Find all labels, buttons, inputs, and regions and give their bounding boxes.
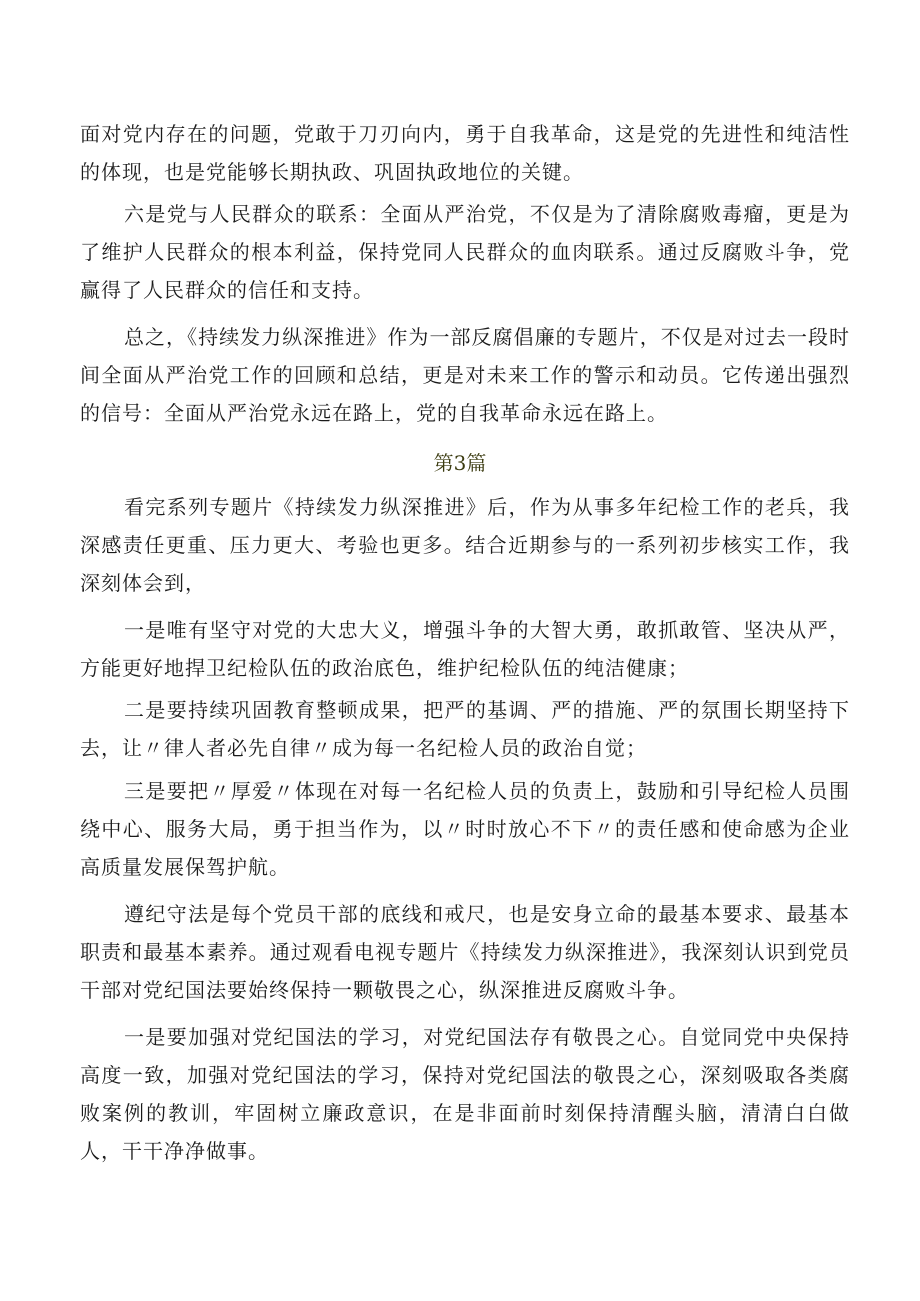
paragraph-1: 面对党内存在的问题，党敢于刀刃向内，勇于自我革命，这是党的先进性和纯洁性的体现，也是党能够长期执政、巩固执政地位的关键。	[80, 122, 850, 184]
section-heading: 第3篇	[433, 451, 487, 475]
paragraph-8: 遵纪守法是每个党员干部的底线和戒尺，也是安身立命的最基本要求、最基本职责和最基本素养。通过观看电视专题片《持续发力纵深推进》，我深刻认识到党员干部对党纪国法要始终保持一颗敬畏之心，纵深推进反腐败斗争。	[80, 902, 850, 1002]
paragraph-3: 总之，《持续发力纵深推进》作为一部反腐倡廉的专题片，不仅是对过去一段时间全面从严治党工作的回顾和总结，更是对未来工作的警示和动员。它传递出强烈的信号：全面从严治党永远在路上，党的自我革命永远在路上。	[80, 325, 850, 425]
paragraph-5: 一是唯有坚守对党的大忠大义，增强斗争的大智大勇，敢抓敢管、坚决从严，方能更好地捍卫纪检队伍的政治底色，维护纪检队伍的纯洁健康；	[80, 618, 850, 680]
paragraph-9: 一是要加强对党纪国法的学习，对党纪国法存有敬畏之心。自觉同党中央保持高度一致，加强对党纪国法的学习，保持对党纪国法的敬畏之心，深刻吸取各类腐败案例的教训，牢固树立廉政意识，在是非面前时刻保持清醒头脑，清清白白做人，干干净净做事。	[80, 1025, 850, 1163]
paragraph-2: 六是党与人民群众的联系：全面从严治党，不仅是为了清除腐败毒瘤，更是为了维护人民群众的根本利益，保持党同人民群众的血肉联系。通过反腐败斗争，党赢得了人民群众的信任和支持。	[80, 202, 850, 302]
paragraph-7: 三是要把〃厚爱〃体现在对每一名纪检人员的负责上，鼓励和引导纪检人员围绕中心、服务大局，勇于担当作为，以〃时时放心不下〃的责任感和使命感为企业高质量发展保驾护航。	[80, 779, 850, 879]
paragraph-4: 看完系列专题片《持续发力纵深推进》后，作为从事多年纪检工作的老兵，我深感责任更重、压力更大、考验也更多。结合近期参与的一系列初步核实工作，我深刻体会到，	[80, 495, 850, 595]
paragraph-6: 二是要持续巩固教育整顿成果，把严的基调、严的措施、严的氛围长期坚持下去，让〃律人者必先自律〃成为每一名纪检人员的政治自觉；	[80, 698, 850, 760]
